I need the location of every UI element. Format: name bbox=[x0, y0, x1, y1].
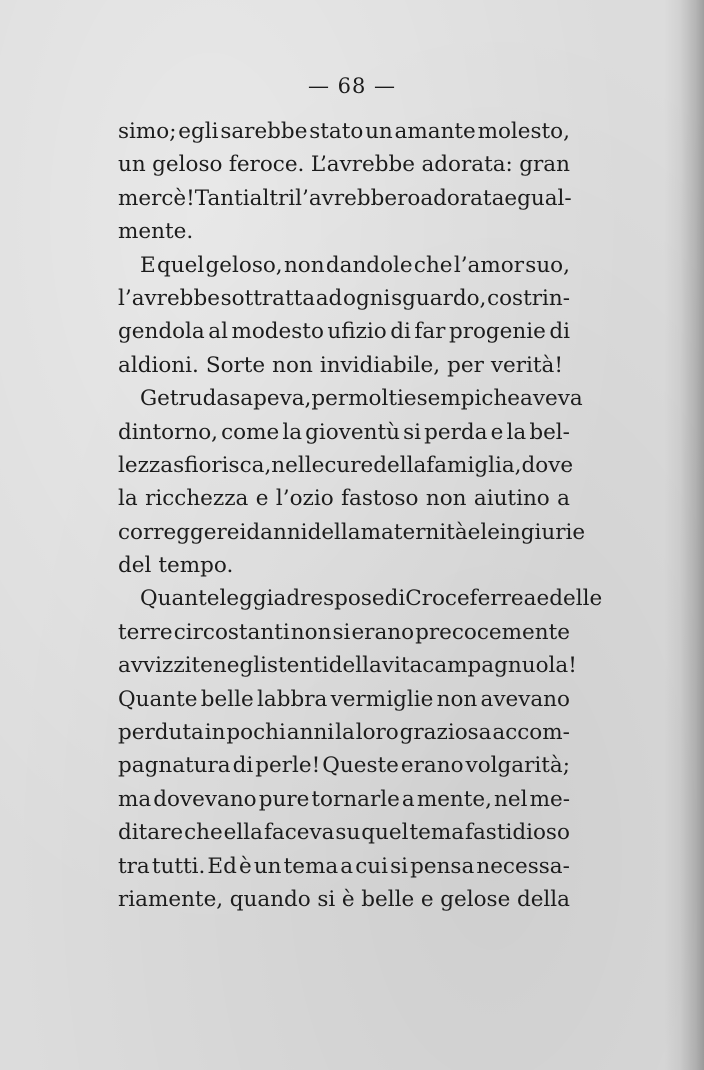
word: l’avrebbe bbox=[118, 285, 220, 311]
word: come bbox=[221, 419, 280, 445]
word: tutti. bbox=[151, 853, 206, 879]
word: quel bbox=[157, 252, 205, 278]
word: perle! bbox=[255, 753, 321, 779]
text-line bbox=[118, 182, 570, 215]
word: un bbox=[118, 152, 146, 178]
word: la bbox=[506, 419, 527, 445]
word: invidiabile, bbox=[319, 352, 441, 378]
word: me- bbox=[529, 786, 570, 812]
word: del bbox=[118, 553, 152, 579]
word: accom- bbox=[492, 720, 570, 746]
word: la bbox=[118, 486, 138, 512]
word: l’ozio bbox=[275, 486, 334, 512]
word: aiutino bbox=[473, 486, 550, 512]
word: stato bbox=[309, 119, 364, 144]
word: fastidioso bbox=[465, 820, 570, 846]
word: suo, bbox=[525, 252, 570, 278]
word: verità! bbox=[490, 352, 563, 378]
word: su bbox=[335, 820, 361, 846]
word: è bbox=[238, 853, 252, 879]
text-line bbox=[118, 749, 570, 782]
word: a bbox=[401, 786, 415, 812]
word: della bbox=[328, 653, 382, 679]
word: e bbox=[536, 586, 550, 612]
word: delle bbox=[549, 586, 603, 612]
body-text bbox=[118, 115, 603, 916]
word: tempo. bbox=[158, 553, 234, 579]
word: bel- bbox=[529, 419, 570, 445]
word: gran bbox=[519, 152, 570, 178]
text-line bbox=[118, 315, 570, 348]
text-line bbox=[118, 783, 570, 816]
word: volgarità; bbox=[465, 753, 570, 779]
word: pure bbox=[258, 786, 310, 812]
word: avvizzite bbox=[118, 653, 213, 679]
word: lezza bbox=[118, 452, 174, 478]
page-edge-shadow bbox=[664, 0, 704, 1070]
word: Croceferrea bbox=[405, 586, 537, 612]
word: amante bbox=[394, 119, 476, 144]
word: della bbox=[373, 452, 427, 478]
word: della bbox=[516, 886, 570, 912]
word: sapeva, bbox=[229, 386, 312, 412]
word: i bbox=[239, 519, 247, 545]
text-line bbox=[118, 148, 570, 181]
text-line bbox=[118, 449, 574, 482]
text-line bbox=[118, 683, 570, 716]
word: è bbox=[341, 886, 355, 912]
word: tema bbox=[283, 853, 339, 879]
word: di bbox=[390, 319, 411, 345]
word: aldioni. bbox=[118, 352, 199, 378]
word: pensa bbox=[410, 853, 475, 879]
word: egual- bbox=[504, 185, 572, 211]
word: quando bbox=[229, 886, 311, 912]
word: al bbox=[208, 319, 228, 345]
word: spose bbox=[323, 586, 385, 612]
word: campagnuola! bbox=[422, 653, 577, 679]
word: Sorte bbox=[205, 352, 266, 378]
page-number: — 68 — bbox=[307, 74, 397, 98]
word: un bbox=[253, 853, 282, 879]
text-line bbox=[118, 115, 570, 148]
word: ingiurie bbox=[500, 519, 586, 545]
word: negli bbox=[212, 653, 267, 679]
word: non bbox=[283, 252, 325, 278]
word: molti bbox=[348, 386, 404, 412]
text-line bbox=[118, 215, 570, 248]
word: ad bbox=[315, 285, 343, 311]
text-line bbox=[118, 382, 583, 415]
word: ricchezza bbox=[145, 486, 249, 512]
word: correggere bbox=[118, 519, 240, 545]
word: gelose bbox=[440, 886, 511, 912]
word: adorata: bbox=[421, 152, 513, 178]
word: anni bbox=[286, 720, 335, 746]
word: un bbox=[365, 119, 393, 144]
text-line bbox=[118, 582, 603, 615]
word: sfiorisca, bbox=[173, 452, 272, 478]
word: egli bbox=[178, 119, 219, 144]
text-line bbox=[118, 716, 570, 749]
word: l’amor bbox=[453, 252, 524, 278]
text-line bbox=[118, 649, 577, 682]
word: far bbox=[414, 319, 446, 345]
word: graziosa bbox=[399, 720, 492, 746]
word: non bbox=[436, 686, 478, 712]
word: modesto bbox=[231, 319, 324, 345]
word: non bbox=[272, 352, 313, 378]
word: pagnatura bbox=[118, 753, 231, 779]
word: di bbox=[384, 586, 406, 612]
word: Quante bbox=[140, 586, 220, 612]
word: ufizio bbox=[327, 319, 387, 345]
word: geloso bbox=[152, 152, 223, 178]
word: precocemente bbox=[415, 619, 570, 645]
word: le bbox=[480, 519, 500, 545]
word: erano bbox=[400, 753, 464, 779]
word: a bbox=[340, 853, 354, 879]
word: a bbox=[557, 486, 570, 512]
word: Getruda bbox=[140, 386, 230, 412]
word: altri bbox=[249, 185, 296, 211]
word: si bbox=[317, 886, 336, 912]
word: mercè! bbox=[118, 185, 195, 211]
word: ma bbox=[118, 786, 152, 812]
word: adorata bbox=[420, 185, 505, 211]
word: mente. bbox=[118, 219, 194, 245]
word: molesto, bbox=[477, 119, 570, 144]
word: non bbox=[425, 486, 467, 512]
text-line bbox=[118, 850, 570, 883]
word: dintorno, bbox=[118, 419, 218, 445]
word: aveva bbox=[520, 386, 583, 412]
word: ogni bbox=[343, 285, 391, 311]
word: maternità bbox=[360, 519, 468, 545]
word: belle bbox=[200, 686, 254, 712]
word: ella bbox=[223, 820, 263, 846]
word: nelle bbox=[271, 452, 325, 478]
text-line bbox=[118, 616, 570, 649]
text-line bbox=[118, 249, 570, 282]
word: l’avrebbero bbox=[295, 185, 421, 211]
word: Quante bbox=[118, 686, 198, 712]
word: si bbox=[332, 619, 351, 645]
word: E bbox=[140, 252, 156, 278]
text-line bbox=[118, 282, 570, 315]
word: tema bbox=[409, 820, 465, 846]
word: che bbox=[481, 386, 521, 412]
text-line bbox=[118, 883, 570, 916]
word: pochi bbox=[226, 720, 286, 746]
word: vita bbox=[381, 653, 423, 679]
text-line bbox=[118, 816, 570, 849]
word: leggiadre bbox=[219, 586, 324, 612]
word: Queste bbox=[322, 753, 399, 779]
word: sguardo, bbox=[391, 285, 487, 311]
word: dove bbox=[521, 452, 574, 478]
word: loro bbox=[355, 720, 399, 746]
word: cure bbox=[324, 452, 374, 478]
word: geloso, bbox=[205, 252, 283, 278]
text-line bbox=[118, 416, 570, 449]
word: della bbox=[307, 519, 361, 545]
word: L’avrebbe bbox=[310, 152, 416, 178]
word: tornarle bbox=[311, 786, 400, 812]
word: progenie bbox=[448, 319, 546, 345]
word: sarebbe bbox=[220, 119, 308, 144]
text-line bbox=[118, 549, 570, 582]
text-line bbox=[118, 482, 570, 515]
word: vermiglie bbox=[330, 686, 434, 712]
word: faceva bbox=[263, 820, 335, 846]
word: per bbox=[311, 386, 349, 412]
word: che bbox=[413, 252, 453, 278]
word: si bbox=[403, 419, 422, 445]
word: si bbox=[390, 853, 408, 879]
word: la bbox=[282, 419, 303, 445]
word: riamente, bbox=[118, 886, 224, 912]
word: fastoso bbox=[341, 486, 419, 512]
word: belle bbox=[361, 886, 415, 912]
word: feroce. bbox=[228, 152, 305, 178]
word: quel bbox=[361, 820, 409, 846]
word: mente, bbox=[416, 786, 492, 812]
word: esempi bbox=[403, 386, 482, 412]
word: la bbox=[335, 720, 355, 746]
word: tra bbox=[118, 853, 150, 879]
word: perda bbox=[424, 419, 488, 445]
word: dandole bbox=[325, 252, 413, 278]
word: per bbox=[447, 352, 484, 378]
word: e bbox=[420, 886, 434, 912]
word: di bbox=[232, 753, 254, 779]
word: stenti bbox=[266, 653, 329, 679]
word: perduta bbox=[118, 720, 204, 746]
word: ditare bbox=[118, 820, 184, 846]
word: Tanti bbox=[194, 185, 250, 211]
word: avevano bbox=[480, 686, 570, 712]
word: cui bbox=[355, 853, 388, 879]
word: terre bbox=[118, 619, 173, 645]
word: famiglia, bbox=[426, 452, 522, 478]
word: costrin- bbox=[487, 285, 570, 311]
word: e bbox=[467, 519, 481, 545]
word: erano bbox=[351, 619, 415, 645]
word: che bbox=[184, 820, 223, 846]
word: Ed bbox=[207, 853, 237, 879]
word: necessa- bbox=[476, 853, 570, 879]
word: simo; bbox=[118, 119, 177, 144]
text-line bbox=[118, 516, 586, 549]
word: non bbox=[290, 619, 332, 645]
word: dovevano bbox=[153, 786, 257, 812]
word: circostanti bbox=[173, 619, 290, 645]
word: danni bbox=[246, 519, 308, 545]
word: sottratta bbox=[220, 285, 316, 311]
word: e bbox=[255, 486, 269, 512]
word: di bbox=[549, 319, 570, 345]
word: gioventù bbox=[305, 419, 400, 445]
word: in bbox=[204, 720, 226, 746]
text-line bbox=[118, 349, 570, 382]
word: gendola bbox=[118, 319, 205, 345]
word: labbra bbox=[257, 686, 328, 712]
word: nel bbox=[494, 786, 528, 812]
word: e bbox=[490, 419, 504, 445]
